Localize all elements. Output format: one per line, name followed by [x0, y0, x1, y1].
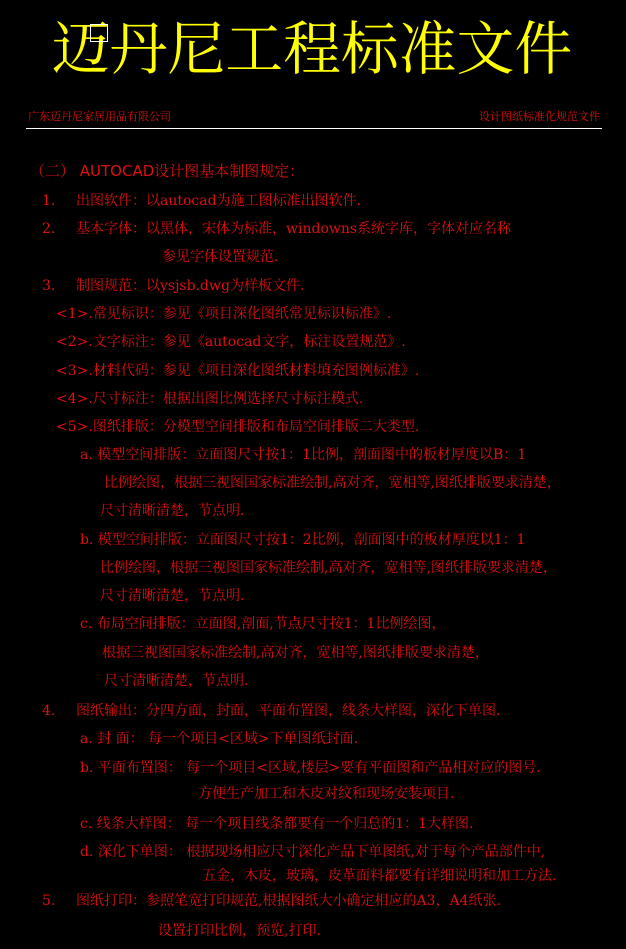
item-text: 图纸打印：参照笔宽打印规范,根据图纸大小确定相应的A3，A4纸张. [76, 893, 501, 909]
document-title: 迈丹尼工程标准文件 [51, 15, 573, 83]
sub-item-text: <5>.图纸排版：分模型空间排版和布局空间排版二大类型. [56, 419, 420, 435]
section-heading: （二） AUTOCAD设计图基本制图规定： [30, 162, 305, 180]
company-name: 广东迈丹尼家居用品有限公司 [28, 110, 171, 123]
sub-item-text: 五金，木皮，玻璃，皮革面料都要有详细说明和加工方法. [202, 868, 557, 884]
item-number: 2. [42, 221, 56, 237]
selection-marker-icon [90, 24, 108, 42]
sub-sub-item-text: 尺寸清晰清楚，节点明. [104, 673, 249, 689]
item-text: 参见字体设置规范. [162, 249, 279, 265]
sub-sub-item-text: 比例绘图，根据三视图国家标准绘制,高对齐，宽相等,图纸排版要求清楚， [104, 475, 561, 491]
sub-item-text: b. 平面布置图： 每一个项目<区域,楼层>要有平面图和产品相对应的图号. [80, 760, 541, 776]
sub-item-text: a. 封 面： 每一个项目<区域>下单图纸封面. [80, 731, 359, 747]
item-text: 设置打印比例，预览,打印. [158, 923, 321, 939]
sub-item-text: c. 线条大样图： 每一个项目线条都要有一个归总的1：1大样图. [80, 816, 474, 832]
sub-sub-item-text: 比例绘图，根据三视图国家标准绘制,高对齐，宽相等,图纸排版要求清楚， [100, 560, 557, 576]
item-number: 3. [42, 278, 56, 294]
sub-item-text: d. 深化下单图： 根据现场相应尺寸深化产品下单图纸,对于每个产品部件中, [80, 844, 546, 860]
sub-sub-item-text: 根据三视图国家标准绘制,高对齐，宽相等,图纸排版要求清楚， [102, 645, 489, 661]
sub-item-text: <1>.常见标识：参见《项目深化图纸常见标识标准》. [56, 306, 392, 322]
sub-sub-item-text: 尺寸清晰清楚，节点明. [100, 588, 245, 604]
sub-item-text: <2>.文字标注：参见《autocad文字，标注设置规范》. [56, 334, 406, 350]
document-type: 设计图纸标准化规范文件 [479, 110, 600, 123]
item-text: 出图软件：以autocad为施工图标准出图软件. [76, 193, 362, 209]
item-text: 基本字体：以黑体，宋体为标准，windowns系统字库，字体对应名称 [76, 221, 512, 237]
sub-sub-item-text: c. 布局空间排版：立面图,剖面,节点尺寸按1：1比例绘图， [80, 616, 446, 632]
item-number: 5. [42, 893, 56, 909]
sub-sub-item-text: b. 模型空间排版：立面图尺寸按1：2比例，剖面图中的板材厚度以1：1 [80, 532, 526, 548]
sub-sub-item-text: 尺寸清晰清楚，节点明. [100, 503, 245, 519]
sub-item-text: <4>.尺寸标注：根据出图比例选择尺寸标注模式. [56, 391, 364, 407]
header-rule [26, 128, 602, 129]
item-text: 制图规范：以ysjsb.dwg为样板文件. [76, 278, 305, 294]
sub-sub-item-text: a. 模型空间排版：立面图尺寸按1：1比例，剖面图中的板材厚度以B：1 [80, 447, 527, 463]
sub-item-text: 方便生产加工和木皮对纹和现场安装项目. [198, 786, 455, 802]
item-text: 图纸输出：分四方面，封面，平面布置图，线条大样图，深化下单图. [76, 703, 501, 719]
item-number: 1. [42, 193, 56, 209]
item-number: 4. [42, 703, 56, 719]
sub-item-text: <3>.材料代码：参见《项目深化图纸材料填充图例标准》. [56, 363, 420, 379]
